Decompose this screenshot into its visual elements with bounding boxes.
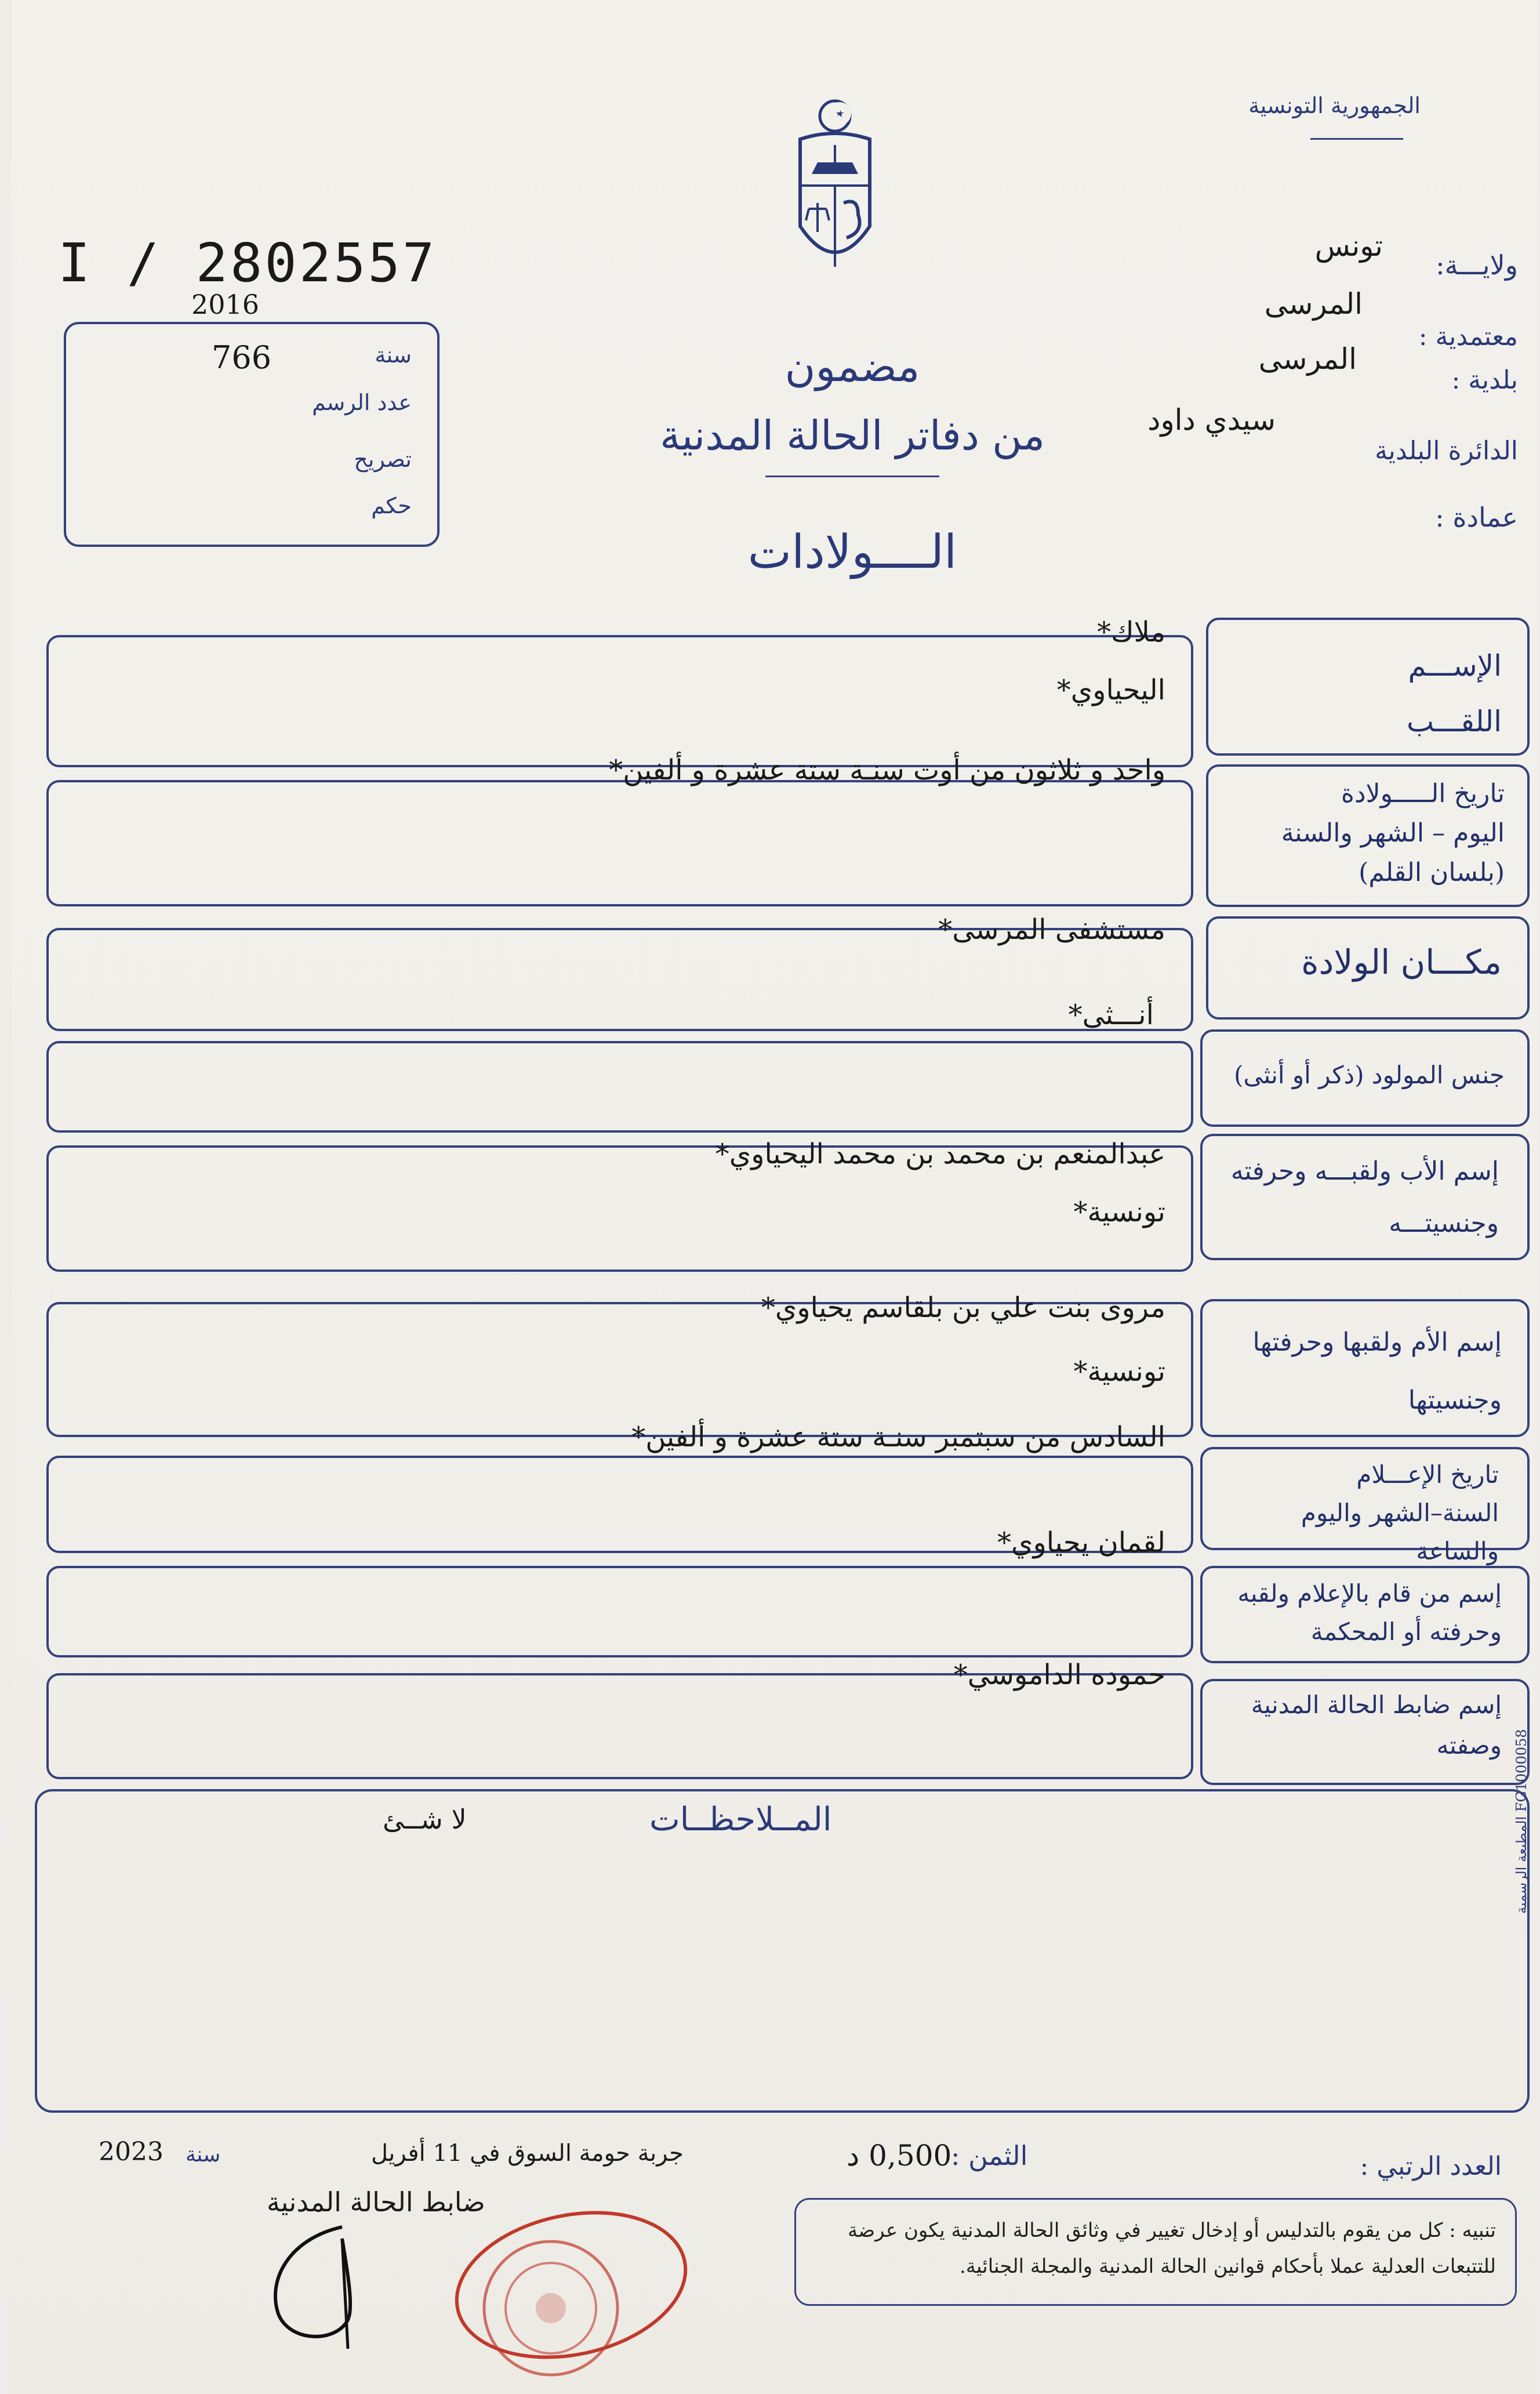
birth-date-label: تاريخ الـــــولادة اليوم – الشهر والسنة (بلسان القلم): [1281, 779, 1505, 887]
name-value-box: [46, 635, 1193, 767]
signature-icon: [255, 2215, 429, 2360]
title-line2: من دفاتر الحالة المدنية: [660, 412, 1045, 459]
officer-label: إسم ضابط الحالة المدنية وصفته: [1251, 1691, 1502, 1760]
price-label: الثمن :: [951, 2140, 1028, 2171]
section-title: الــــولادات: [747, 525, 957, 579]
birth-date-value-box: [46, 780, 1193, 906]
title-underline: [765, 476, 939, 477]
judgment-label: حكم: [371, 493, 412, 518]
serial-number: I / 2802557: [58, 232, 437, 294]
republic-label: الجمهورية التونسية: [1248, 93, 1421, 118]
print-code: المطبعة الرسمية FG1000058: [1513, 1729, 1530, 1914]
registration-number-label: عدد الرسم: [312, 390, 412, 415]
mother-label: إسم الأم ولقبها وحرفتها وجنسيتها: [1252, 1327, 1502, 1415]
municipality-value: المرسى: [1258, 342, 1357, 376]
sex-value-box: [46, 1041, 1193, 1133]
sex-label: جنس المولود (ذكر أو أنثى): [1234, 1061, 1505, 1089]
title-line1: مضمون: [784, 342, 920, 391]
omada-label: عمادة :: [1435, 502, 1518, 533]
mother-value: مروى بنت علي بن بلقاسم يحياوي* تونسية*: [761, 1292, 1165, 1388]
price-value: 0,500 د: [847, 2139, 952, 2172]
document-page: [12, 0, 1537, 2394]
birth-date-value: واحد و ثلاثون من أوت سنـة ستة عشرة و ألفين*: [609, 754, 1165, 786]
delegation-value: المرسى: [1264, 287, 1363, 321]
officer-title: ضابط الحالة المدنية: [267, 2186, 485, 2218]
father-label: إسم الأب ولقبـــه وحرفته وجنسيتـــه: [1230, 1156, 1499, 1238]
serial-rank-label: العدد الرتبي :: [1360, 2152, 1502, 2181]
remarks-label: المــلاحظــات: [649, 1801, 832, 1838]
declarant-value-box: [46, 1566, 1193, 1657]
governorate-value: تونس: [1314, 229, 1383, 263]
warning-text: تنبيه : كل من يقوم بالتدليس أو إدخال تغيير في وثائق الحالة المدنية يكون عرضة للتتبعات العدلية عملا بأحكام قوانين الحالة المدنية والمجلة الجنائية.: [848, 2219, 1496, 2278]
registration-year-value: 2016: [191, 289, 260, 320]
officer-value: حموده الداموسي*: [953, 1659, 1165, 1691]
republic-underline: [1310, 138, 1403, 140]
year-label: سنة: [186, 2143, 221, 2167]
district-value: سيدي داود: [1147, 403, 1276, 437]
municipality-label: بلدية :: [1451, 365, 1518, 395]
district-label: الدائرة البلدية: [1375, 436, 1518, 466]
father-value: عبدالمنعم بن محمد بن محمد اليحياوي* تونسية*: [715, 1138, 1165, 1228]
name-value: ملاك* اليحياوي*: [1056, 616, 1165, 706]
registration-year-label: سنة: [375, 342, 412, 368]
governorate-label: ولايـــة:: [1436, 249, 1518, 281]
registration-number-value: 766: [212, 339, 272, 376]
birth-place-label: مكـــان الولادة: [1301, 942, 1502, 982]
official-stamp-icon: [441, 2198, 696, 2389]
sex-value: أنـــثى*: [1068, 999, 1154, 1031]
declaration-label: تصريح: [354, 447, 412, 472]
year-value: 2023: [99, 2137, 164, 2167]
declarant-label: إسم من قام بالإعلام ولقبه وحرفته أو المحكمة: [1237, 1579, 1502, 1646]
delegation-label: معتمدية :: [1418, 322, 1518, 351]
remarks-value: لا شــئ: [383, 1804, 467, 1835]
place-date: جربة حومة السوق في 11 أفريل: [371, 2140, 684, 2167]
birth-place-value: مستشفى المرسى*: [938, 913, 1165, 946]
declaration-date-value: السادس من سبتمبر سنـة ستة عشرة و ألفين*: [631, 1421, 1165, 1453]
name-label: الإســـم اللقـــب: [1406, 649, 1502, 738]
declarant-value: لقمان يحياوي*: [997, 1526, 1165, 1559]
declaration-date-label: تاريخ الإعـــلام السنة–الشهر واليوم والساعة: [1301, 1460, 1499, 1565]
coat-of-arms-icon: [777, 93, 893, 290]
